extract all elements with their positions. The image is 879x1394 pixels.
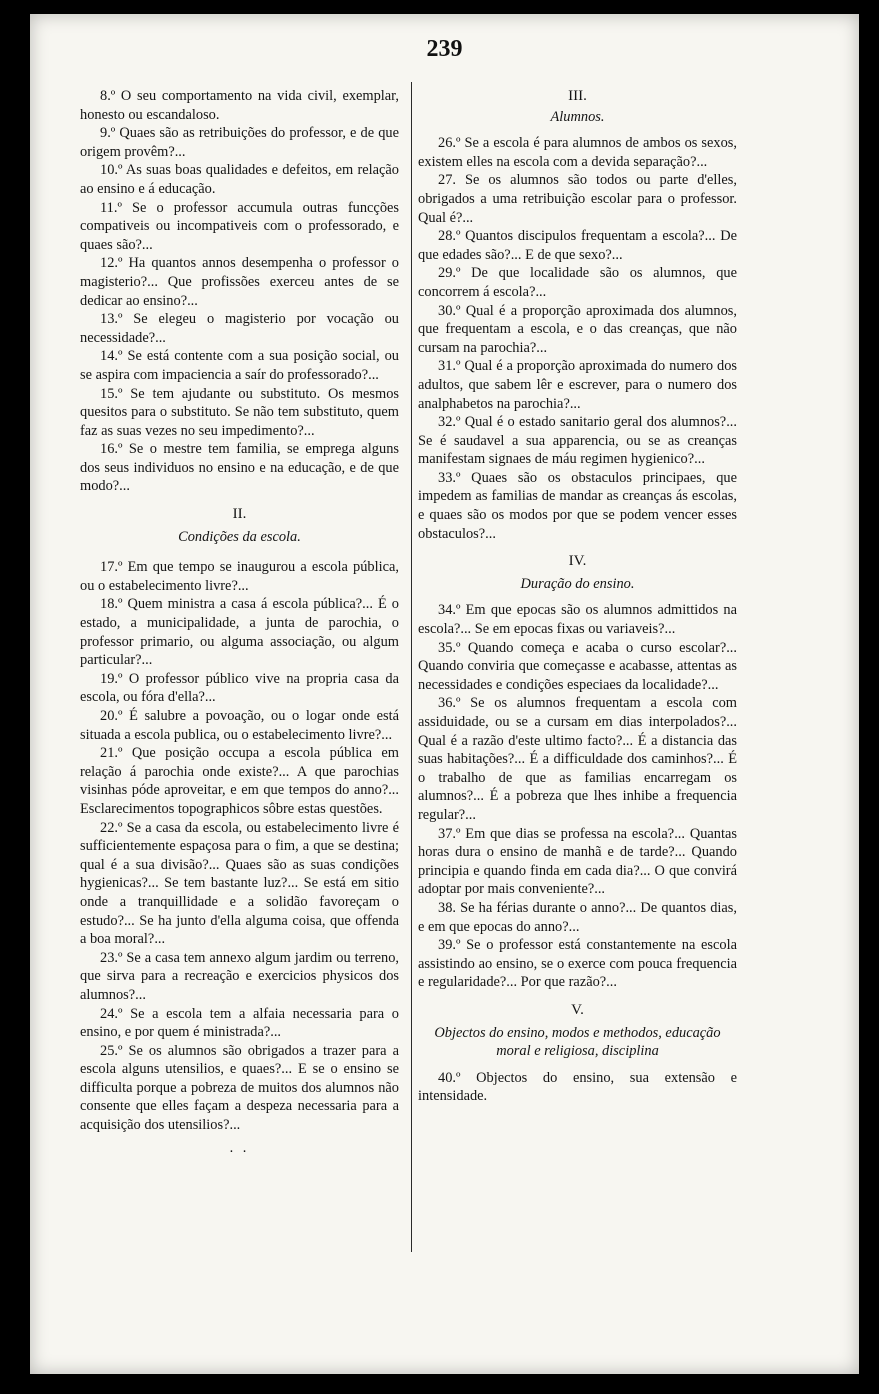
paragraph-33: 33.º Quaes são os obstaculos principaes, que impedem as familias de mandar as creanças ás escolas, e quaes são os modos por que se podem vencer esses obstaculos?... bbox=[418, 469, 737, 542]
paragraph-8: 8.º O seu comportamento na vida civil, exemplar, honesto ou escandaloso. bbox=[80, 88, 399, 123]
right-column bbox=[418, 87, 737, 1106]
section-5-number: V. bbox=[571, 1001, 584, 1018]
paragraph-28: 28.º Quantos discipulos frequentam a escola?... De que edades são?... E de que sexo?... bbox=[418, 228, 737, 263]
paragraph-39: 39.º Se o professor está constantemente na escola assistindo ao ensino, se o exerce com pouca frequencia e regularidade?... Por que razão?... bbox=[418, 937, 737, 991]
section-2-number: II. bbox=[232, 506, 247, 523]
page-number: 239 bbox=[426, 36, 463, 62]
section-5-title: Objectos do ensino, modos e methodos, educação moral e religiosa, disciplina bbox=[434, 1024, 721, 1060]
paragraph-18: 18.º Quem ministra a casa á escola pública?... É o estado, a municipalidade, a junta de parochia, o professor primario, ou alguma associação, ou algum particular?... bbox=[80, 596, 399, 669]
paragraph-36: 36.º Se os alumnos frequentam a escola com assiduidade, ou se a cursam em dias interpolados?... Qual é a razão d'este ultimo facto?... É a distancia das suas habitações?... É a difficuldade dos caminhos?... É o trabalho de que as familias encarregam os alumnos?... É a pobreza que lhes inhibe a frequencia regular?... bbox=[418, 695, 737, 823]
paragraph-34: 34.º Em que epocas são os alumnos admittidos na escola?... Se em epocas fixas ou variaveis?... bbox=[418, 602, 737, 638]
paragraph-14: 14.º Se está contente com a sua posição social, ou se aspira com impaciencia a saír do professorado?... bbox=[80, 348, 399, 383]
paragraph-10: 10.º As suas boas qualidades e defeitos, em relação ao ensino e á educação. bbox=[80, 162, 399, 197]
paragraph-35: 35.º Quando começa e acaba o curso escolar?... Quando conviria que começasse e acabasse, attentas as necessidades e condições especiaes da localidade?... bbox=[418, 639, 737, 693]
paragraph-11: 11.º Se o professor accumula outras funcções compativeis ou incompativeis com o professorado, e quaes são?... bbox=[80, 199, 399, 253]
left-column bbox=[80, 87, 399, 1157]
section-2-title: Condições da escola. bbox=[178, 528, 301, 545]
paragraph-32: 32.º Qual é o estado sanitario geral dos alumnos?... Se é saudavel a sua apparencia, ou se as creanças manifestam signaes de máu regimen hygienico?... bbox=[418, 414, 737, 468]
column-divider bbox=[411, 82, 412, 1252]
section-3-number: III. bbox=[568, 88, 587, 104]
paragraph-29: 29.º De que localidade são os alumnos, que concorrem á escola?... bbox=[418, 265, 737, 300]
paragraph-40: 40.º Objectos do ensino, sua extensão e intensidade. bbox=[418, 1069, 737, 1105]
paragraph-26: 26.º Se a escola é para alumnos de ambos os sexos, existem elles na escola com a devida separação?... bbox=[418, 135, 737, 170]
paragraph-27: 27. Se os alumnos são todos ou parte d'elles, obrigados a uma retribuição escolar para o professor. Qual é?... bbox=[418, 172, 737, 226]
paragraph-17: 17.º Em que tempo se inaugurou a escola pública, ou o estabelecimento livre?... bbox=[80, 559, 399, 594]
paragraph-13: 13.º Se elegeu o magisterio por vocação ou necessidade?... bbox=[80, 311, 399, 346]
section-4-number: IV. bbox=[568, 553, 587, 570]
paragraph-23: 23.º Se a casa tem annexo algum jardim ou terreno, que sirva para a recreação e exercicios physicos dos alumnos?... bbox=[80, 949, 399, 1003]
trailing-dots: . . bbox=[229, 1139, 250, 1156]
section-4-title: Duração do ensino. bbox=[520, 575, 635, 592]
paragraph-12: 12.º Ha quantos annos desempenha o professor o magisterio?... Que profissões exerceu antes de se dedicar ao ensino?... bbox=[80, 255, 399, 309]
paragraph-31: 31.º Qual é a proporção aproximada do numero dos adultos, que sabem lêr e escrever, para o numero dos analphabetos na parochia?... bbox=[418, 358, 737, 412]
paragraph-15: 15.º Se tem ajudante ou substituto. Os mesmos quesitos para o substituto. Se não tem substituto, quem faz as suas vezes no seu impedimento?... bbox=[80, 385, 399, 439]
paragraph-19: 19.º O professor público vive na propria casa da escola, ou fóra d'ella?... bbox=[80, 670, 399, 706]
paragraph-16: 16.º Se o mestre tem familia, se emprega alguns dos seus individuos no ensino e na educação, e de que modo?... bbox=[80, 441, 399, 495]
paragraph-21: 21.º Que posição occupa a escola pública em relação á parochia onde existe?... A que parochias visinhas póde aproveitar, e em que tempos do anno?... Esclarecimentos topographicos sôbre estas questões. bbox=[80, 745, 399, 817]
paragraph-20: 20.º É salubre a povoação, ou o logar onde está situada a escola publica, ou o estabelecimento livre?... bbox=[80, 708, 399, 743]
paragraph-9: 9.º Quaes são as retribuições do professor, e de que origem provêm?... bbox=[80, 125, 399, 160]
page-sheet bbox=[30, 14, 859, 1374]
paragraph-25: 25.º Se os alumnos são obrigados a trazer para a escola alguns utensilios, e quaes?... E se o ensino se difficulta porque a pobreza de muitos dos alumnos não consente que elles façam a despeza necessaria para a acquisição dos utensilios?... bbox=[80, 1042, 399, 1134]
paragraph-22: 22.º Se a casa da escola, ou estabelecimento livre é sufficientemente espaçosa para o fim, a que se destina; qual é a sua divisão?... Quaes são as suas condições hygienicas?... Se tem bastante luz?... Se está em sitio onde a tranquillidade e a solidão favoreçam o estudo?... Se ha junto d'ella alguma coisa, que offenda a boa moral?... bbox=[80, 819, 399, 948]
paragraph-38: 38. Se ha férias durante o anno?... De quantos dias, e em que epocas do anno?... bbox=[418, 899, 737, 935]
paragraph-37: 37.º Em que dias se professa na escola?... Quantas horas dura o ensino de manhã e de tarde?... Quando principia e quando finda em cada dia?... O que convirá adoptar por mais conveniente?... bbox=[418, 825, 737, 898]
section-3-title: Alumnos. bbox=[550, 108, 605, 125]
paragraph-30: 30.º Qual é a proporção aproximada dos alumnos, que frequentam a escola, e o das creanças, que não cursam na parochia?... bbox=[418, 302, 737, 356]
paragraph-24: 24.º Se a escola tem a alfaia necessaria para o ensino, e por quem é ministrada?... bbox=[80, 1005, 399, 1041]
